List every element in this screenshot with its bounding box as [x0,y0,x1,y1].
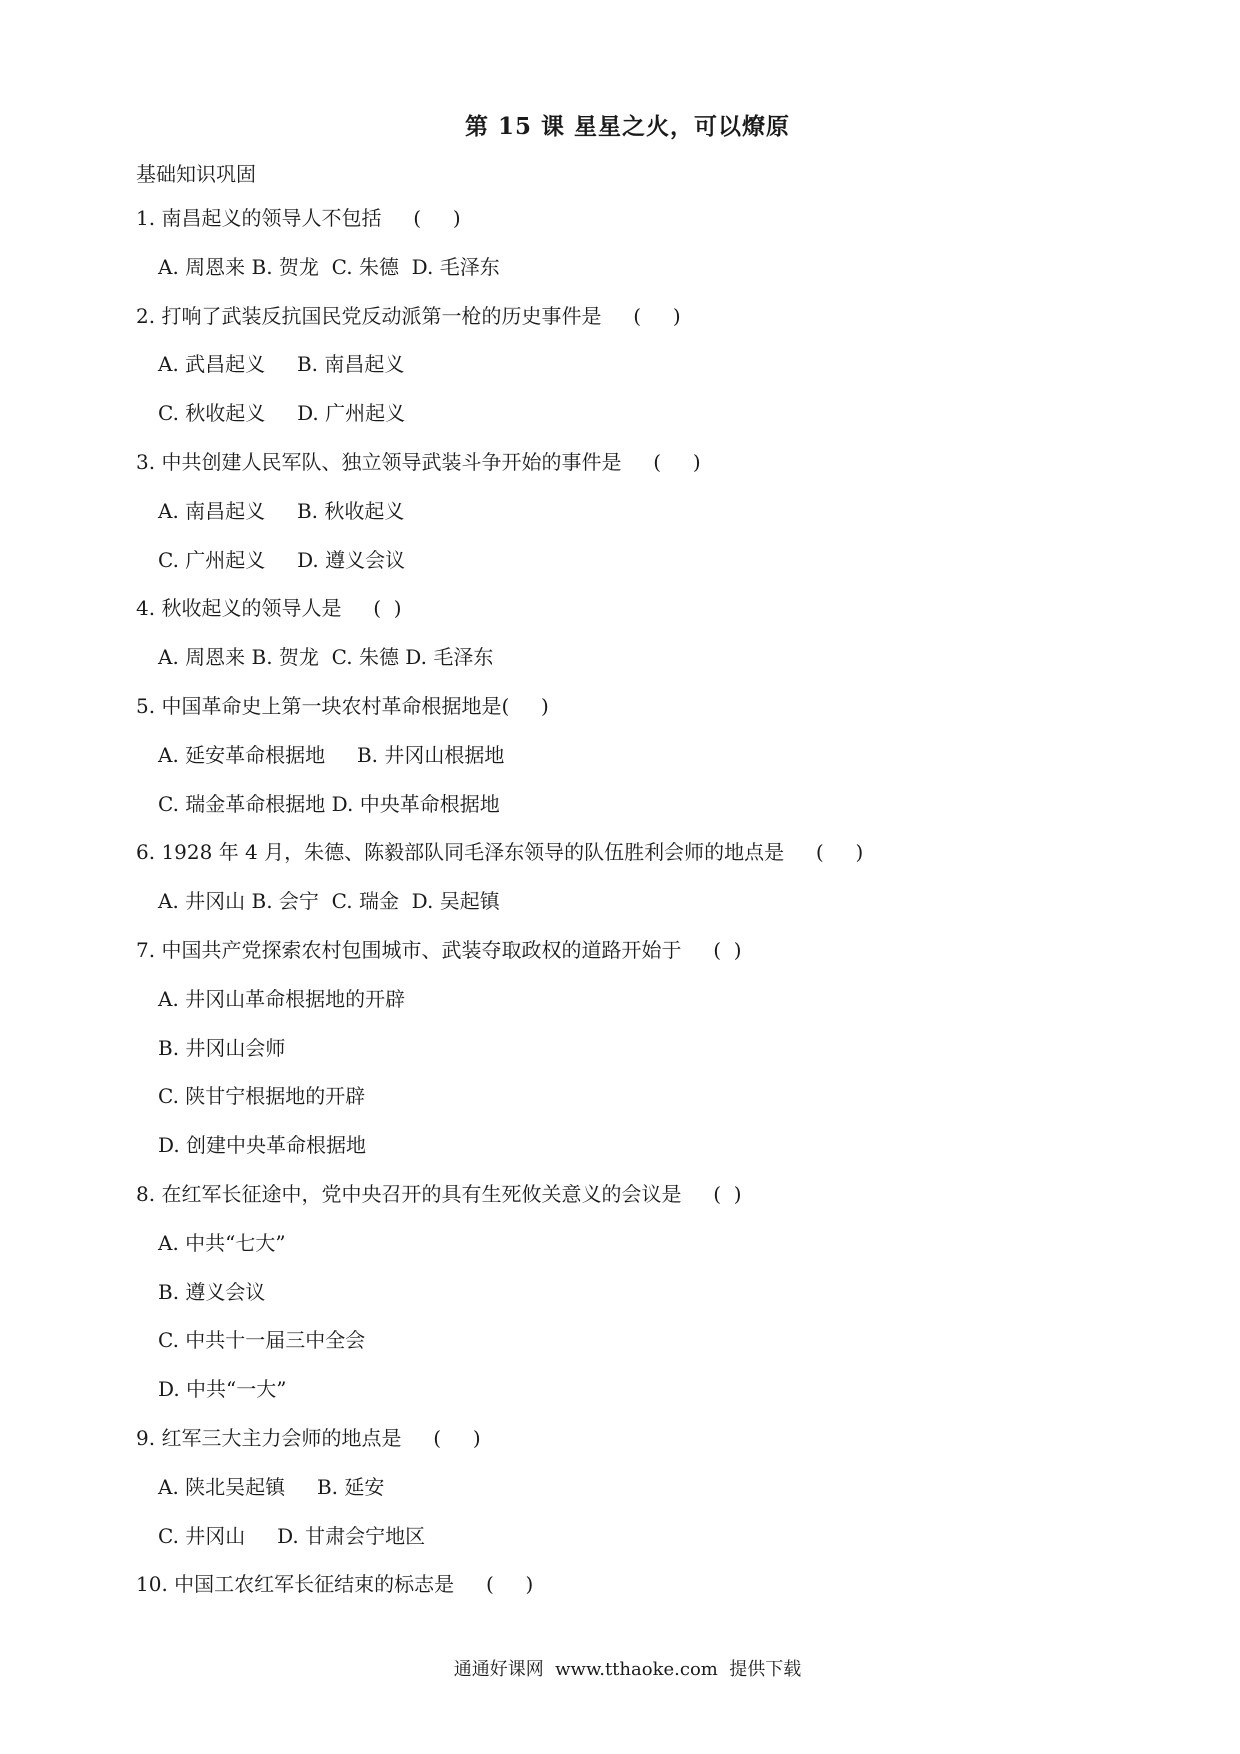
question-text: 8. 在红军长征途中，党中央召开的具有生死攸关意义的会议是 ( ) [136,1181,742,1206]
answer-options: B. 遵义会议 [158,1279,266,1304]
answer-options: C. 中共十一届三中全会 [158,1328,366,1353]
answer-options: C. 广州起义 D. 遵义会议 [158,547,406,572]
answer-options: A. 井冈山革命根据地的开辟 [158,986,406,1011]
answer-options: A. 周恩来 B. 贺龙 C. 朱德 D. 毛泽东 [158,254,500,279]
answer-options: D. 中共“一大” [158,1377,287,1402]
question-text: 7. 中国共产党探索农村包围城市、武装夺取政权的道路开始于 ( ) [136,937,742,962]
answer-options: C. 陕甘宁根据地的开辟 [158,1084,366,1109]
question-text: 2. 打响了武装反抗国民党反动派第一枪的历史事件是 ( ) [136,303,681,328]
answer-options: A. 中共“七大” [158,1230,286,1255]
question-text: 10. 中国工农红军长征结束的标志是 ( ) [136,1572,534,1597]
answer-options: C. 瑞金革命根据地 D. 中央革命根据地 [158,791,500,816]
answer-options: C. 井冈山 D. 甘肃会宁地区 [158,1523,426,1548]
question-text: 5. 中国革命史上第一块农村革命根据地是( ) [136,693,549,718]
answer-options: A. 陕北吴起镇 B. 延安 [158,1474,385,1499]
answer-options: A. 周恩来 B. 贺龙 C. 朱德 D. 毛泽东 [158,645,494,670]
question-list [136,203,1136,1618]
page-footer: 通通好课网 www.tthaoke.com 提供下载 [453,1659,802,1680]
answer-options: A. 井冈山 B. 会宁 C. 瑞金 D. 吴起镇 [158,889,500,914]
section-heading: 基础知识巩固 [136,162,256,186]
answer-options: D. 创建中央革命根据地 [158,1133,367,1158]
answer-options: C. 秋收起义 D. 广州起义 [158,401,406,426]
question-text: 6. 1928 年 4 月，朱德、陈毅部队同毛泽东领导的队伍胜利会师的地点是 ( ) [136,840,864,865]
answer-options: A. 南昌起义 B. 秋收起义 [158,498,405,523]
answer-options: A. 武昌起义 B. 南昌起义 [158,352,405,377]
question-text: 3. 中共创建人民军队、独立领导武装斗争开始的事件是 ( ) [136,449,701,474]
question-text: 9. 红军三大主力会师的地点是 ( ) [136,1425,481,1450]
question-text: 4. 秋收起义的领导人是 ( ) [136,596,402,621]
answer-options: B. 井冈山会师 [158,1035,286,1060]
document-title: 第 15 课 星星之火，可以燎原 [464,113,791,140]
answer-options: A. 延安革命根据地 B. 井冈山根据地 [158,742,505,767]
question-text: 1. 南昌起义的领导人不包括 ( ) [136,206,461,230]
